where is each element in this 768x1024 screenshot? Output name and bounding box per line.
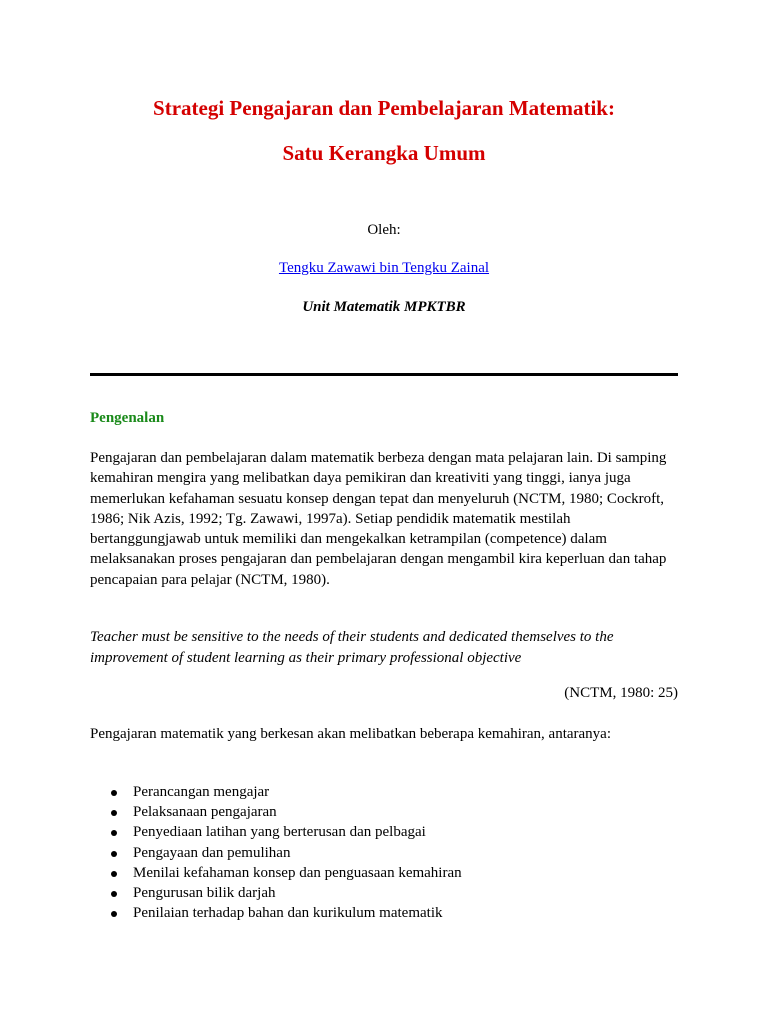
horizontal-divider: [90, 373, 678, 376]
quote-block: Teacher must be sensitive to the needs of their students and dedicated themselves to the improvement of student learning as their primary professional objective: [90, 629, 614, 666]
bullet-icon: [111, 871, 117, 877]
list-item: [90, 782, 462, 802]
bullet-icon: [111, 891, 117, 897]
list-item-label: Menilai kefahaman konsep dan penguasaan kemahiran: [133, 864, 462, 881]
intro-paragraph: Pengajaran dan pembelajaran dalam matematik berbeza dengan mata pelajaran lain. Di samping kemahiran mengira yang melibatkan daya pemikiran dan kreativiti yang tinggi, ianya juga memerlukan kefahaman sesuatu konsep dengan tepat dan menyeluruh (NCTM, 1980; Cockroft, 1986; Nik Azis, 1992; Tg. Zawawi, 1997a). Setiap pendidik matematik mestilah bertanggungjawab untuk memiliki dan mengekalkan ketrampilan (competence) dalam melaksanakan proses pengajaran dan pembelajaran dengan mengambil kira keperluan dan tahap pencapaian para pelajar (NCTM, 1980).: [90, 450, 667, 588]
list-item: [90, 843, 462, 863]
quote-citation: (NCTM, 1980: 25): [564, 685, 678, 701]
skills-list: [90, 782, 462, 923]
skills-intro-paragraph: Pengajaran matematik yang berkesan akan melibatkan beberapa kemahiran, antaranya:: [90, 726, 612, 742]
list-item: [90, 802, 462, 822]
document-title-line-1: Strategi Pengajaran dan Pembelajaran Matematik:: [153, 96, 615, 120]
list-item-label: Penilaian terhadap bahan dan kurikulum matematik: [133, 905, 443, 922]
list-item-label: Penyediaan latihan yang berterusan dan pelbagai: [133, 824, 426, 841]
list-item-label: Pengayaan dan pemulihan: [133, 844, 291, 861]
author-line: [0, 260, 768, 277]
document-title-line-2: Satu Kerangka Umum: [282, 141, 486, 165]
bullet-icon: [111, 911, 117, 917]
author-unit: Unit Matematik MPKTBR: [302, 299, 466, 315]
list-item: [90, 822, 462, 842]
list-item-label: Pengurusan bilik darjah: [133, 885, 276, 902]
author-link[interactable]: Tengku Zawawi bin Tengku Zainal: [278, 260, 490, 276]
bullet-icon: [111, 830, 117, 836]
bullet-icon: [111, 790, 117, 796]
list-item-label: Perancangan mengajar: [133, 784, 270, 800]
list-item: [90, 863, 462, 883]
list-item-label: Pelaksanaan pengajaran: [133, 804, 277, 821]
bullet-icon: [111, 851, 117, 857]
bullet-icon: [111, 810, 117, 816]
list-item: [90, 883, 462, 903]
byline-label: Oleh:: [367, 222, 401, 238]
list-item: [90, 903, 462, 923]
section-heading: Pengenalan: [90, 410, 165, 426]
